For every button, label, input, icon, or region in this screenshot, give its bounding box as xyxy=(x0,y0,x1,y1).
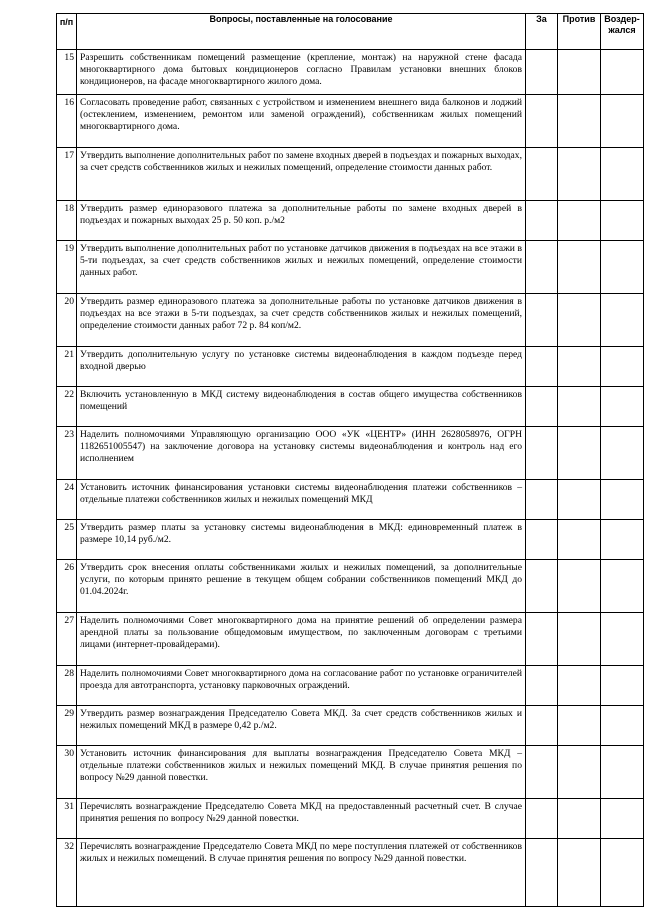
vote-against-cell[interactable] xyxy=(558,148,601,201)
question-text: Установить источник финансирования установки системы видеонаблюдения платежи собственников – отдельные платежи собственников жилых и нежилых помещений МКД xyxy=(77,480,526,520)
vote-for-cell[interactable] xyxy=(526,839,558,907)
vote-abstained-cell[interactable] xyxy=(601,480,644,520)
row-number: 21 xyxy=(57,347,77,387)
table-row xyxy=(57,387,644,427)
row-number: 22 xyxy=(57,387,77,427)
row-number: 26 xyxy=(57,560,77,613)
vote-abstained-cell[interactable] xyxy=(601,746,644,799)
vote-against-cell[interactable] xyxy=(558,480,601,520)
question-text: Наделить полномочиями Совет многоквартирного дома на согласование работ по установке ограничителей проезда для автотранспорта, установку парковочных ограждений. xyxy=(77,666,526,706)
question-text: Перечислять вознаграждение Председателю Совета МКД по мере поступления платежей от собственников жилых и нежилых помещений. В случае принятия решения по вопросу №29 данной повестки. xyxy=(77,839,526,907)
vote-against-cell[interactable] xyxy=(558,799,601,839)
question-text: Утвердить размер вознаграждения Председателю Совета МКД. За счет средств собственников жилых и нежилых помещений МКД в размере 0,42 р./м2. xyxy=(77,706,526,746)
vote-for-cell[interactable] xyxy=(526,706,558,746)
vote-against-cell[interactable] xyxy=(558,706,601,746)
question-text: Утвердить дополнительную услугу по установке системы видеонаблюдения в каждом подъезде перед входной дверью xyxy=(77,347,526,387)
table-row xyxy=(57,427,644,480)
row-number: 20 xyxy=(57,294,77,347)
vote-against-cell[interactable] xyxy=(558,294,601,347)
vote-against-cell[interactable] xyxy=(558,95,601,148)
table-row xyxy=(57,666,644,706)
vote-for-cell[interactable] xyxy=(526,480,558,520)
vote-for-cell[interactable] xyxy=(526,666,558,706)
vote-abstained-cell[interactable] xyxy=(601,839,644,907)
vote-against-cell[interactable] xyxy=(558,746,601,799)
header-question: Вопросы, поставленные на голосование xyxy=(77,14,526,50)
vote-abstained-cell[interactable] xyxy=(601,201,644,241)
row-number: 15 xyxy=(57,50,77,95)
row-number: 17 xyxy=(57,148,77,201)
vote-abstained-cell[interactable] xyxy=(601,427,644,480)
vote-for-cell[interactable] xyxy=(526,799,558,839)
vote-for-cell[interactable] xyxy=(526,148,558,201)
row-number: 30 xyxy=(57,746,77,799)
question-text: Установить источник финансирования для выплаты вознаграждения Председателю Совета МКД – отдельные платежи собственников жилых и нежилых помещений МКД. В случае принятия решения по вопросу №29 данной повестки. xyxy=(77,746,526,799)
vote-against-cell[interactable] xyxy=(558,387,601,427)
vote-abstained-cell[interactable] xyxy=(601,347,644,387)
vote-for-cell[interactable] xyxy=(526,427,558,480)
header-number: п/п xyxy=(57,14,77,50)
vote-for-cell[interactable] xyxy=(526,95,558,148)
question-text: Утвердить размер единоразового платежа за дополнительные работы по установке датчиков движения в подъездах на все этажи в 5-ти подъездах, за счет средств собственников жилых и нежилых помещений, определение стоимости данных работ 72 р. 84 коп/м2. xyxy=(77,294,526,347)
vote-against-cell[interactable] xyxy=(558,839,601,907)
vote-abstained-cell[interactable] xyxy=(601,294,644,347)
table-row xyxy=(57,520,644,560)
row-number: 24 xyxy=(57,480,77,520)
vote-for-cell[interactable] xyxy=(526,50,558,95)
vote-abstained-cell[interactable] xyxy=(601,666,644,706)
vote-abstained-cell[interactable] xyxy=(601,613,644,666)
vote-for-cell[interactable] xyxy=(526,746,558,799)
vote-for-cell[interactable] xyxy=(526,201,558,241)
row-number: 32 xyxy=(57,839,77,907)
row-number: 25 xyxy=(57,520,77,560)
voting-table xyxy=(56,13,644,907)
table-row xyxy=(57,799,644,839)
question-text: Включить установленную в МКД систему видеонаблюдения в состав общего имущества собственников помещений xyxy=(77,387,526,427)
table-row xyxy=(57,560,644,613)
row-number: 16 xyxy=(57,95,77,148)
question-text: Наделить полномочиями Управляющую организацию ООО «УК «ЦЕНТР» (ИНН 2628058976, ОГРН 1182651005547) на заключение договора на установку системы видеонаблюдения и контроль над его исполнением xyxy=(77,427,526,480)
header-against: Против xyxy=(558,14,601,50)
table-row xyxy=(57,294,644,347)
table-header-row xyxy=(57,14,644,50)
vote-against-cell[interactable] xyxy=(558,201,601,241)
vote-abstained-cell[interactable] xyxy=(601,520,644,560)
table-row xyxy=(57,201,644,241)
vote-against-cell[interactable] xyxy=(558,241,601,294)
table-row xyxy=(57,480,644,520)
question-text: Перечислять вознаграждение Председателю Совета МКД на предоставленный расчетный счет. В случае принятия решения по вопросу №29 данной повестки. xyxy=(77,799,526,839)
question-text: Разрешить собственникам помещений размещение (крепление, монтаж) на наружной стене фасада многоквартирного дома бытовых кондиционеров согласно Правилам установки внешних блоков кондиционеров, на фасаде многоквартирного жилого дома. xyxy=(77,50,526,95)
vote-abstained-cell[interactable] xyxy=(601,560,644,613)
question-text: Утвердить выполнение дополнительных работ по замене входных дверей в подъездах и пожарных выходах, за счет средств собственников жилых и нежилых помещений, определение стоимости данных работ. xyxy=(77,148,526,201)
row-number: 27 xyxy=(57,613,77,666)
row-number: 23 xyxy=(57,427,77,480)
vote-abstained-cell[interactable] xyxy=(601,241,644,294)
table-row xyxy=(57,241,644,294)
vote-for-cell[interactable] xyxy=(526,613,558,666)
vote-abstained-cell[interactable] xyxy=(601,50,644,95)
table-row xyxy=(57,613,644,666)
vote-against-cell[interactable] xyxy=(558,666,601,706)
vote-abstained-cell[interactable] xyxy=(601,799,644,839)
question-text: Утвердить срок внесения оплаты собственниками жилых и нежилых помещений, за дополнительные услуги, по которым принято решение в текущем общем собрании собственников помещений МКД до 01.04.2024г. xyxy=(77,560,526,613)
table-row xyxy=(57,148,644,201)
vote-for-cell[interactable] xyxy=(526,294,558,347)
vote-for-cell[interactable] xyxy=(526,347,558,387)
vote-for-cell[interactable] xyxy=(526,241,558,294)
vote-against-cell[interactable] xyxy=(558,560,601,613)
table-row xyxy=(57,50,644,95)
header-for: За xyxy=(526,14,558,50)
question-text: Согласовать проведение работ, связанных с устройством и изменением внешнего вида балконов и лоджий (остеклением, изменением, ремонтом или заменой ограждений), собственникам жилых помещений многоквартирного дома. xyxy=(77,95,526,148)
vote-for-cell[interactable] xyxy=(526,560,558,613)
vote-against-cell[interactable] xyxy=(558,613,601,666)
vote-for-cell[interactable] xyxy=(526,520,558,560)
vote-abstained-cell[interactable] xyxy=(601,387,644,427)
row-number: 18 xyxy=(57,201,77,241)
row-number: 29 xyxy=(57,706,77,746)
row-number: 19 xyxy=(57,241,77,294)
table-row xyxy=(57,347,644,387)
question-text: Утвердить выполнение дополнительных работ по установке датчиков движения в подъездах на все этажи в 5-ти подъездах, за счет средств собственников жилых и нежилых помещений, определение стоимости данных работ. xyxy=(77,241,526,294)
table-row xyxy=(57,746,644,799)
vote-abstained-cell[interactable] xyxy=(601,706,644,746)
question-text: Утвердить размер платы за установку системы видеонаблюдения в МКД: единовременный платеж в размере 10,14 руб./м2. xyxy=(77,520,526,560)
vote-abstained-cell[interactable] xyxy=(601,148,644,201)
header-abstained: Воздер-жался xyxy=(601,14,644,50)
row-number: 28 xyxy=(57,666,77,706)
vote-against-cell[interactable] xyxy=(558,520,601,560)
vote-against-cell[interactable] xyxy=(558,427,601,480)
vote-for-cell[interactable] xyxy=(526,387,558,427)
vote-against-cell[interactable] xyxy=(558,50,601,95)
row-number: 31 xyxy=(57,799,77,839)
vote-abstained-cell[interactable] xyxy=(601,95,644,148)
question-text: Утвердить размер единоразового платежа за дополнительные работы по замене входных дверей в подъездах и пожарных выходах 25 р. 50 коп. р./м2 xyxy=(77,201,526,241)
vote-against-cell[interactable] xyxy=(558,347,601,387)
table-row xyxy=(57,706,644,746)
table-row xyxy=(57,839,644,907)
question-text: Наделить полномочиями Совет многоквартирного дома на принятие решений об определении размера арендной платы за пользование общедомовым имуществом, по заключенным договорам с третьими лицами (интернет-провайдерами). xyxy=(77,613,526,666)
table-row xyxy=(57,95,644,148)
